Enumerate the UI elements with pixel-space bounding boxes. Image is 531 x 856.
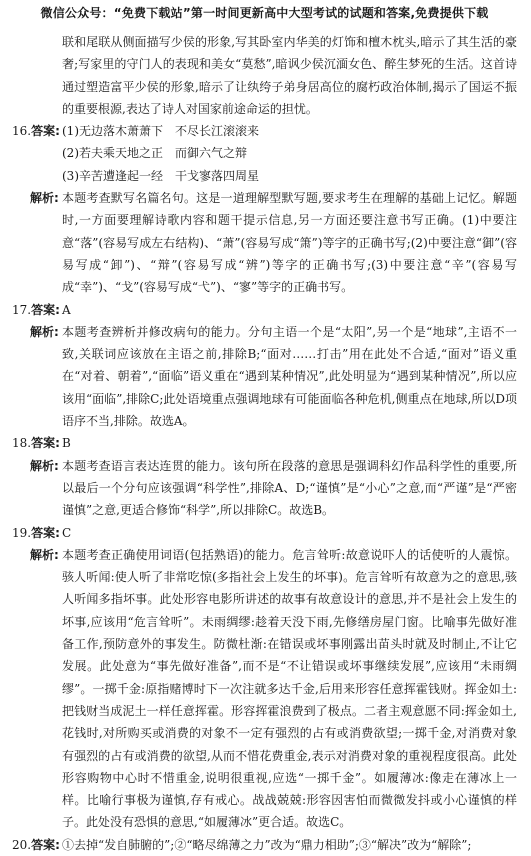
answer-line: (1)无边落木萧萧下 不尽长江滚滚来 (62, 124, 259, 139)
answer-label: 答案: (31, 436, 60, 451)
answer-label: 答案: (31, 525, 60, 540)
analysis-label: 解析: (30, 191, 59, 206)
question-number: 17. (12, 302, 32, 317)
analysis-text: 本题考查辨析并修改病句的能力。分句主语一个是“太阳”,另一个是“地球”,主语不一致,关联词应该放在主语之前,排除B;“面对……打击”用在此处不合适,“面对”语义重在“对着、朝着”,“面临”语义重在“遇到某种情况”,此处明显为“遇到某种情况”,所以应该用“面临”,排除C;此处语境重点强调地球有可能面临各种危机,侧重点在地球,所以D项语序不当,排除。故选A。 (62, 324, 517, 429)
answer-item-17 (12, 299, 517, 433)
answer-item-18 (12, 432, 517, 521)
answer-line: C (62, 525, 72, 540)
answer-item-19 (12, 522, 517, 834)
question-number: 18. (12, 436, 32, 451)
answer-line: (2)若夫乘天地之正 而御六气之辩 (62, 146, 247, 161)
answer-item-16 (12, 120, 517, 298)
analysis-label: 解析: (30, 547, 59, 562)
answer-label: 答案: (31, 124, 60, 139)
analysis-text: 本题考查正确使用词语(包括熟语)的能力。危言耸听:故意说吓人的话使听的人震惊。骇人听闻:使人听了非常吃惊(多指社会上发生的坏事)。危言耸听有故意为之的意思,骇人听闻多指坏事。此处形容电影所讲述的故事有故意设计的意思,并不是社会上发生的坏事,应该用“危言耸听”。未雨绸缪:趁着天没下雨,先修缮房屋门窗。比喻事先做好准备工作,预防意外的事发生。防微杜渐:在错误或坏事刚露出苗头时就及时制止,不让它发展。此处意为“事先做好准备”,而不是“不让错误或坏事继续发展”,应该用“未雨绸缪”。一掷千金:原指赌博时下一次注就多达千金,后用来形容任意挥霍钱财。挥金如土:把钱财当成泥土一样任意挥霍。形容挥霍浪费到了极点。二者主观意愿不同:挥金如土,花钱时,对所购买或消费的对象不一定有强烈的占有或消费欲望;一掷千金,对消费对象有强烈的占有或消费的欲望,从而不惜花费重金,表示对消费对象的重视程度很高。此处形容购物中心时不惜重金,说明很重视,应选“一掷千金”。如履薄冰:像走在薄冰上一样。比喻行事极为谨慎,存有戒心。战战兢兢:形容因害怕而微微发抖或小心谨慎的样子。此处没有恐惧的意思,“如履薄冰”更合适。故选C。 (62, 547, 517, 830)
question-number: 20. (12, 837, 32, 852)
answer-line: B (62, 436, 71, 451)
answer-label: 答案: (31, 302, 60, 317)
question-number: 19. (12, 525, 32, 540)
question-number: 16. (12, 124, 32, 139)
intro-paragraph: 联和尾联从侧面描写少侯的形象,写其卧室内华美的灯饰和檀木枕头,暗示了其生活的豪奢;写家里的守门人的表现和美女“莫愁”,暗讽少侯沉湎女色、醉生梦死的生活。这首诗通过塑造富平少侯的形象,暗示了让纨绔子弟身居高位的腐朽政治体制,揭示了国运不振的重要根源,表达了诗人对国家前途命运的担忧。 (62, 35, 517, 116)
analysis-text: 本题考查语言表达连贯的能力。该句所在段落的意思是强调科幻作品科学性的重要,所以最后一个分句应该强调“科学性”,排除A、D;“谨慎”是“小心”之意,而“严谨”是“严密谨慎”之意,更适合修饰“科学”,所以排除C。故选B。 (62, 458, 517, 518)
answer-item-20 (12, 834, 517, 856)
page-header: 微信公众号：“免费下载站”第一时间更新高中大型考试的试题和答案,免费提供下载 (40, 6, 489, 20)
answer-label: 答案: (31, 837, 60, 852)
analysis-label: 解析: (30, 458, 59, 473)
answer-line: ①去掉“发自肺腑的”;②“略尽绵薄之力”改为“鼎力相助”;③“解决”改为“解除”; (62, 837, 472, 852)
analysis-label: 解析: (30, 324, 59, 339)
answer-line: A (62, 302, 71, 317)
analysis-text: 本题考查默写名篇名句。这是一道理解型默写题,要求考生在理解的基础上记忆。解题时,一方面要理解诗歌内容和题干提示信息,另一方面还要注意书写正确。(1)中要注意“落”(容易写成左右结构)、“萧”(容易写成“箫”)等字的正确书写;(2)中要注意“御”(容易写成“卸”)、“辩”(容易写成“辨”)等字的正确书写;(3)中要注意“辛”(容易写成“幸”)、“戈”(容易写成“弋”)、“寥”等字的正确书写。 (62, 191, 517, 295)
answer-line: (3)辛苦遭逢起一经 干戈寥落四周星 (62, 168, 259, 183)
